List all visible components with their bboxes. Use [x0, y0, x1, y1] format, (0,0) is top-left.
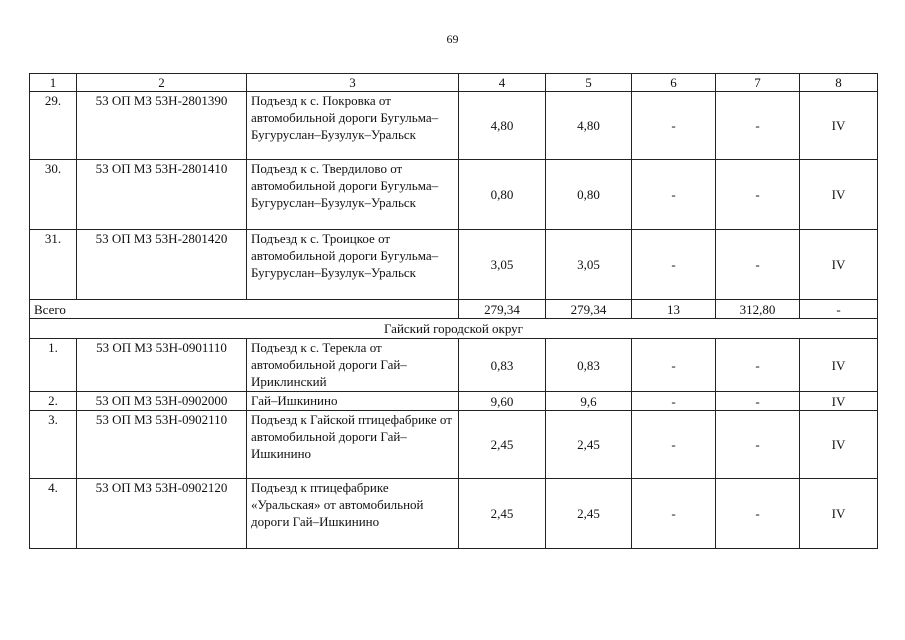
road-code: 53 ОП МЗ 53Н-0901110: [77, 339, 247, 392]
total-value: -: [800, 300, 878, 319]
row-number: 3.: [30, 411, 77, 479]
length-value: 2,45: [459, 479, 546, 549]
column-6-value: -: [632, 411, 716, 479]
column-number: 7: [716, 74, 800, 92]
column-7-value: -: [716, 479, 800, 549]
road-category: IV: [800, 411, 878, 479]
total-value: 13: [632, 300, 716, 319]
column-number: 4: [459, 74, 546, 92]
length-value: 4,80: [546, 92, 632, 160]
column-6-value: -: [632, 160, 716, 230]
column-7-value: -: [716, 230, 800, 300]
column-number: 3: [247, 74, 459, 92]
length-value: 3,05: [459, 230, 546, 300]
total-value: 279,34: [546, 300, 632, 319]
column-number: 5: [546, 74, 632, 92]
length-value: 0,83: [546, 339, 632, 392]
row-number: 2.: [30, 392, 77, 411]
total-value: 312,80: [716, 300, 800, 319]
total-label: Всего: [30, 300, 459, 319]
column-6-value: -: [632, 339, 716, 392]
road-name: Подъезд к с. Терекла от автомобильной дороги Гай–Ириклинский: [247, 339, 459, 392]
column-7-value: -: [716, 339, 800, 392]
column-number-row: [30, 74, 878, 92]
total-value: 279,34: [459, 300, 546, 319]
table-row: [30, 392, 878, 411]
road-category: IV: [800, 160, 878, 230]
column-6-value: -: [632, 392, 716, 411]
section-row: [30, 319, 878, 339]
length-value: 2,45: [459, 411, 546, 479]
road-name: Подъезд к птицефабрике «Уральская» от автомобильной дороги Гай–Ишкинино: [247, 479, 459, 549]
length-value: 9,6: [546, 392, 632, 411]
row-number: 31.: [30, 230, 77, 300]
column-7-value: -: [716, 92, 800, 160]
column-number: 1: [30, 74, 77, 92]
length-value: 0,80: [546, 160, 632, 230]
table-row: [30, 479, 878, 549]
roads-table: [29, 73, 878, 549]
table-row: [30, 92, 878, 160]
road-category: IV: [800, 479, 878, 549]
length-value: 9,60: [459, 392, 546, 411]
table-row: [30, 411, 878, 479]
column-6-value: -: [632, 479, 716, 549]
road-category: IV: [800, 230, 878, 300]
length-value: 4,80: [459, 92, 546, 160]
row-number: 1.: [30, 339, 77, 392]
column-number: 8: [800, 74, 878, 92]
road-name: Подъезд к с. Покровка от автомобильной дороги Бугульма–Бугуруслан–Бузулук–Уральск: [247, 92, 459, 160]
road-category: IV: [800, 339, 878, 392]
column-number: 6: [632, 74, 716, 92]
row-number: 30.: [30, 160, 77, 230]
road-code: 53 ОП МЗ 53Н-2801410: [77, 160, 247, 230]
road-category: IV: [800, 392, 878, 411]
page-number: 69: [446, 32, 459, 46]
road-code: 53 ОП МЗ 53Н-2801390: [77, 92, 247, 160]
road-name: Подъезд к Гайской птицефабрике от автомобильной дороги Гай–Ишкинино: [247, 411, 459, 479]
length-value: 2,45: [546, 411, 632, 479]
road-name: Гай–Ишкинино: [247, 392, 459, 411]
column-6-value: -: [632, 92, 716, 160]
total-row: [30, 300, 878, 319]
road-code: 53 ОП МЗ 53Н-0902110: [77, 411, 247, 479]
length-value: 2,45: [546, 479, 632, 549]
road-category: IV: [800, 92, 878, 160]
table-row: [30, 339, 878, 392]
road-name: Подъезд к с. Твердилово от автомобильной дороги Бугульма–Бугуруслан–Бузулук–Уральск: [247, 160, 459, 230]
column-7-value: -: [716, 160, 800, 230]
section-title: Гайский городской округ: [30, 319, 878, 339]
road-code: 53 ОП МЗ 53Н-0902000: [77, 392, 247, 411]
table-row: [30, 230, 878, 300]
column-7-value: -: [716, 392, 800, 411]
column-number: 2: [77, 74, 247, 92]
road-code: 53 ОП МЗ 53Н-2801420: [77, 230, 247, 300]
row-number: 29.: [30, 92, 77, 160]
length-value: 3,05: [546, 230, 632, 300]
length-value: 0,80: [459, 160, 546, 230]
column-6-value: -: [632, 230, 716, 300]
table-row: [30, 160, 878, 230]
road-code: 53 ОП МЗ 53Н-0902120: [77, 479, 247, 549]
road-name: Подъезд к с. Троицкое от автомобильной дороги Бугульма–Бугуруслан–Бузулук–Уральск: [247, 230, 459, 300]
row-number: 4.: [30, 479, 77, 549]
column-7-value: -: [716, 411, 800, 479]
length-value: 0,83: [459, 339, 546, 392]
